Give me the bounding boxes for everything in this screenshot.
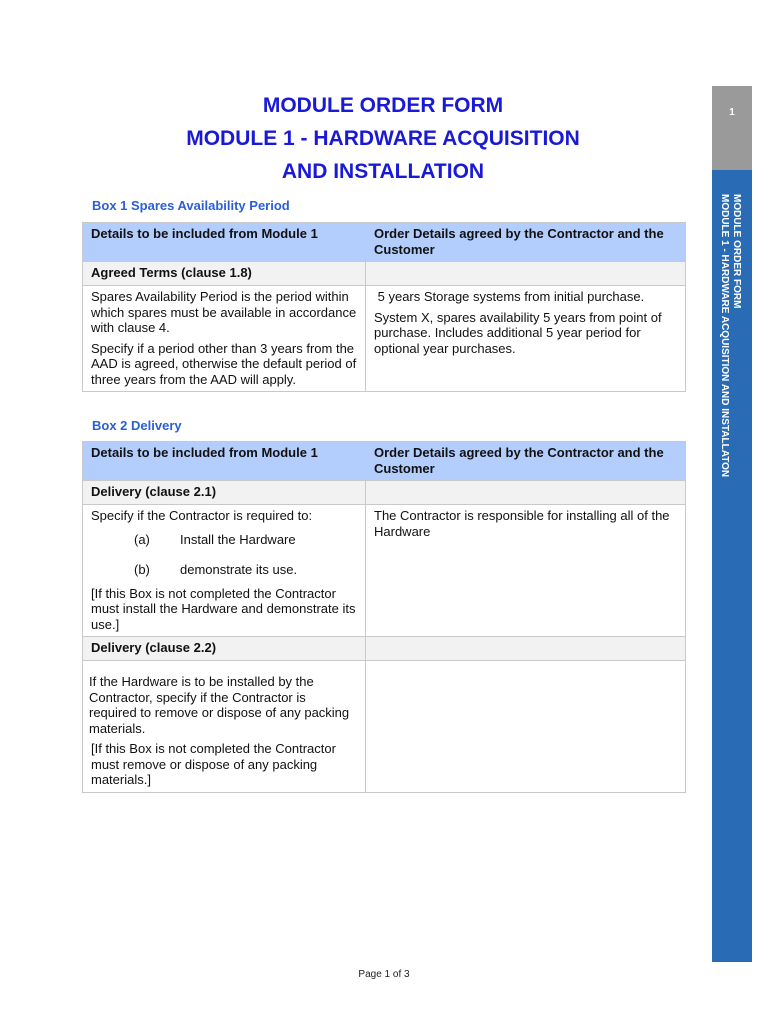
title-line-3: AND INSTALLATION — [281, 160, 485, 183]
list-item — [91, 562, 357, 578]
section-row — [83, 637, 686, 661]
column-header-details: Details to be included from Module 1 — [83, 442, 366, 481]
details-note: [If this Box is not completed the Contractor must remove or dispose of any packing materials.] — [91, 741, 336, 787]
table-header-row — [83, 442, 686, 481]
column-header-details: Details to be included from Module 1 — [83, 223, 366, 262]
list-item-text: Install the Hardware — [180, 531, 296, 547]
list-item-label: (b) — [134, 561, 150, 577]
order-details-cell — [366, 505, 686, 637]
box1-table — [82, 222, 686, 392]
title-line-1: MODULE ORDER FORM — [262, 94, 504, 117]
table-header-row — [83, 223, 686, 262]
page-footer: Page 1 of 3 — [358, 969, 410, 980]
box2-table — [82, 441, 686, 793]
details-paragraph: Specify if the Contractor is required to: — [91, 508, 313, 523]
order-details-cell — [366, 286, 686, 392]
list-item — [91, 532, 357, 548]
list-item-text: demonstrate its use. — [180, 561, 298, 577]
side-tab-page-number-label: 1 — [729, 107, 735, 118]
document-title — [60, 89, 706, 188]
details-paragraph: If the Hardware is to be installed by the Contractor, specify if the Contractor is required to remove or dispose of any packing materials. — [89, 674, 350, 736]
table-row — [83, 661, 686, 793]
column-header-order-details: Order Details agreed by the Contractor and the Customer — [366, 223, 686, 262]
section-label-delivery-2-1: Delivery (clause 2.1) — [83, 481, 366, 505]
order-details-paragraph: 5 years Storage systems from initial purchase. — [374, 289, 645, 304]
column-header-order-details: Order Details agreed by the Contractor and the Customer — [366, 442, 686, 481]
side-tab-page-number — [712, 86, 752, 170]
section-empty-cell — [366, 637, 686, 661]
section-label-delivery-2-2: Delivery (clause 2.2) — [83, 637, 366, 661]
side-tab-line-2: MODULE 1 - HARDWARE ACQUISITION AND INSTALLATON — [719, 194, 730, 478]
details-cell — [83, 286, 366, 392]
details-paragraph: Specify if a period other than 3 years from the AAD is agreed, otherwise the default period of three years from the AAD will apply. — [91, 340, 357, 387]
side-tab-line-1: MODULE ORDER FORM — [731, 194, 742, 309]
section-row — [83, 262, 686, 286]
section-empty-cell — [366, 262, 686, 286]
order-details-paragraph: System X, spares availability 5 years from point of purchase. Includes additional 5 year period for optional year purchases. — [374, 309, 662, 356]
title-line-2: MODULE 1 - HARDWARE ACQUISITION — [186, 127, 580, 150]
order-details-paragraph: The Contractor is responsible for installing all of the Hardware — [374, 508, 670, 539]
table-row — [83, 505, 686, 637]
order-details-cell — [366, 661, 686, 793]
details-cell — [83, 505, 366, 637]
box2-heading: Box 2 Delivery — [92, 418, 182, 433]
side-tab-label — [718, 194, 742, 477]
box1-heading: Box 1 Spares Availability Period — [92, 198, 290, 213]
details-cell — [83, 661, 366, 793]
list-item-label: (a) — [134, 531, 150, 547]
table-row — [83, 286, 686, 392]
details-paragraph: Spares Availability Period is the period within which spares must be available in accordance with clause 4. — [91, 289, 357, 335]
section-label-agreed-terms: Agreed Terms (clause 1.8) — [83, 262, 366, 286]
details-note: [If this Box is not completed the Contractor must install the Hardware and demonstrate its use.] — [91, 585, 356, 632]
section-empty-cell — [366, 481, 686, 505]
section-row — [83, 481, 686, 505]
